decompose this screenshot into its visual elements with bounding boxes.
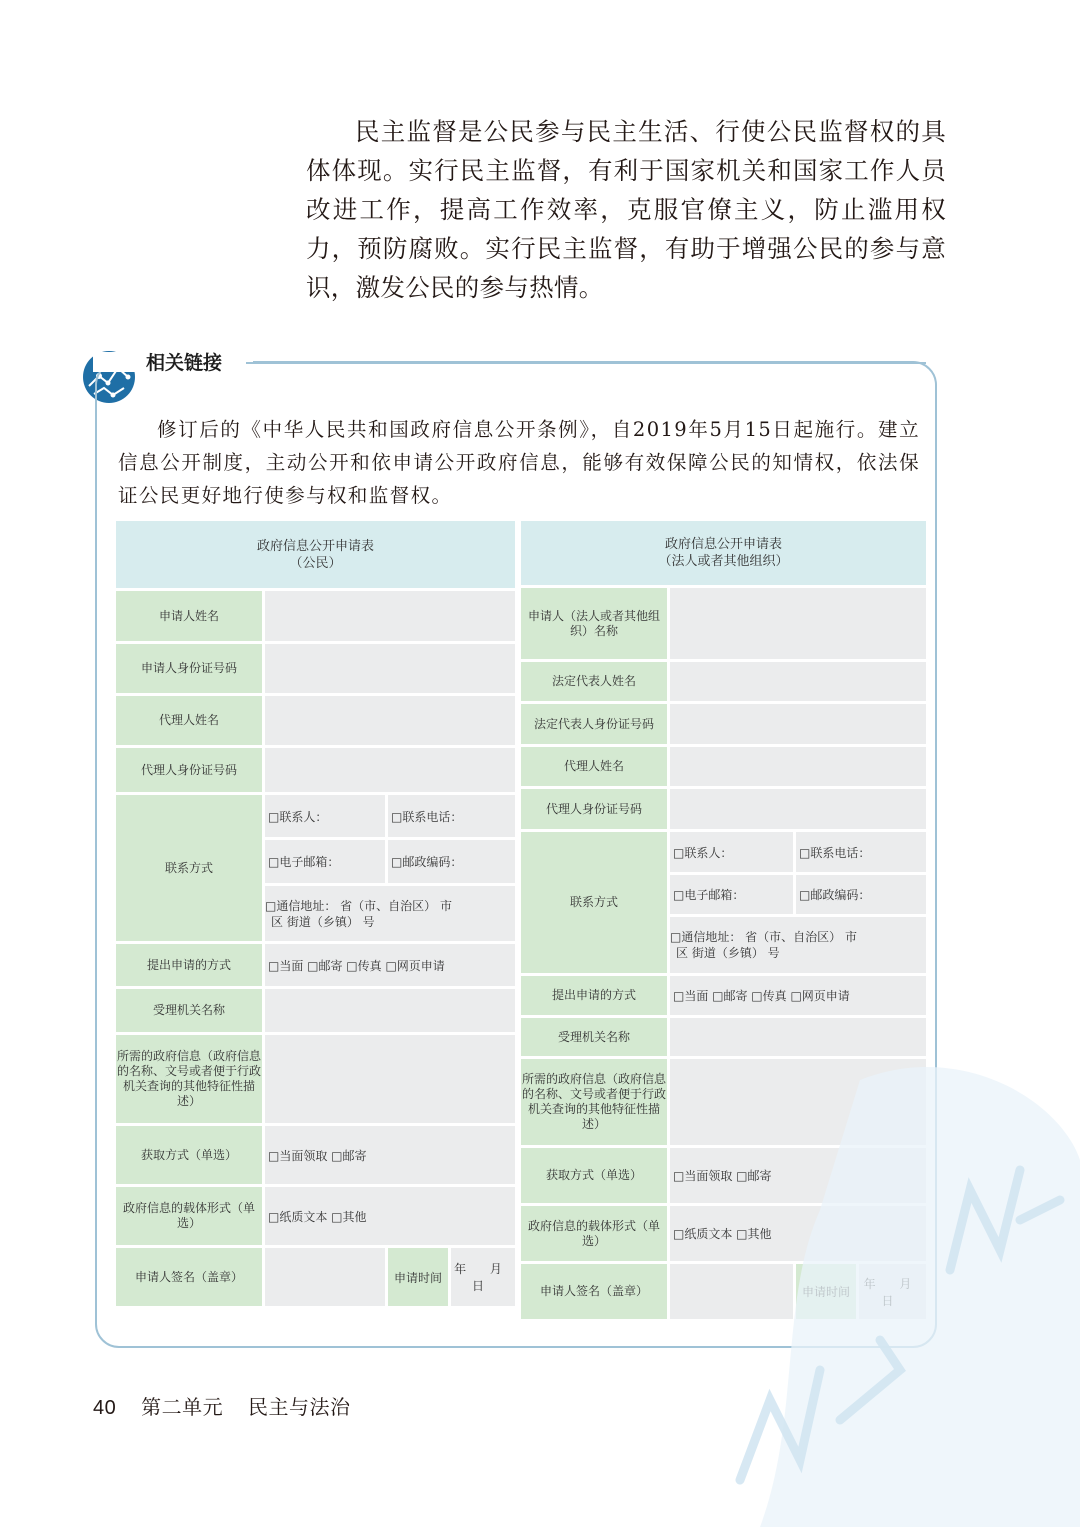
intro-text-block: [306, 112, 946, 307]
agent-id-field[interactable]: [670, 789, 926, 829]
carrier-form-label: 政府信息的载体形式（单选）: [521, 1206, 667, 1261]
legal-rep-name-label: 法定代表人姓名: [521, 662, 667, 701]
agent-id-field[interactable]: [265, 748, 515, 792]
citizen-application-form: [113, 518, 518, 1309]
carrier-form-options[interactable]: □纸质文本 □其他: [265, 1187, 515, 1245]
signature-field[interactable]: [265, 1248, 385, 1306]
agent-id-label: 代理人身份证号码: [521, 789, 667, 829]
textbook-watermark: [700, 1040, 1080, 1527]
form-header: 政府信息公开申请表 （法人或者其他组织）: [521, 521, 926, 585]
applicant-id-label: 申请人身份证号码: [116, 644, 262, 693]
request-method-label: 提出申请的方式: [116, 944, 262, 986]
application-date-field[interactable]: 年 月 日: [451, 1248, 515, 1306]
carrier-form-options[interactable]: □纸质文本 □其他: [670, 1206, 926, 1261]
intro-paragraph: 民主监督是公民参与民主生活、行使公民监督权的具体体现。实行民主监督，有利于国家机关和国家工作人员改进工作，提高工作效率，克服官僚主义，防止滥用权力，预防腐败。实行民主监督，有助于增强公民的参与意识，激发公民的参与热情。: [306, 117, 946, 302]
applicant-name-field[interactable]: [265, 591, 515, 641]
agent-name-label: 代理人姓名: [521, 747, 667, 786]
postcode-option[interactable]: □邮政编码：: [388, 840, 515, 883]
agent-name-label: 代理人姓名: [116, 696, 262, 745]
email-option[interactable]: □电子邮箱：: [670, 875, 793, 914]
related-link-text: [118, 413, 920, 512]
legal-rep-id-label: 法定代表人身份证号码: [521, 704, 667, 744]
agent-id-label: 代理人身份证号码: [116, 748, 262, 792]
obtain-method-label: 获取方式（单选）: [521, 1148, 667, 1203]
requested-info-label: 所需的政府信息（政府信息的名称、文号或者便于行政机关查询的其他特征性描述）: [116, 1035, 262, 1123]
agency-name-field[interactable]: [265, 989, 515, 1032]
obtain-method-label: 获取方式（单选）: [116, 1126, 262, 1184]
contact-person-option[interactable]: □联系人：: [265, 795, 385, 837]
request-method-options[interactable]: □当面 □邮寄 □传真 □网页申请: [670, 976, 926, 1015]
request-method-label: 提出申请的方式: [521, 976, 667, 1015]
applicant-id-field[interactable]: [265, 644, 515, 693]
agent-name-field[interactable]: [670, 747, 926, 786]
agency-name-label: 受理机关名称: [116, 989, 262, 1032]
unit-title: 民主与法治: [247, 1395, 351, 1419]
unit-name: 第二单元: [141, 1395, 224, 1419]
related-link-rule: [246, 362, 926, 364]
applicant-name-label: 申请人姓名: [116, 591, 262, 641]
related-link-paragraph: 修订后的《中华人民共和国政府信息公开条例》，自2019年5月15日起施行。建立信息公开制度，主动公开和依申请公开政府信息，能够有效保障公民的知情权，依法保证公民更好地行使参与权和监督权。: [118, 418, 920, 507]
org-name-label: 申请人（法人或者其他组织）名称: [521, 588, 667, 659]
legal-rep-name-field[interactable]: [670, 662, 926, 701]
obtain-method-options[interactable]: □当面领取 □邮寄: [670, 1148, 926, 1203]
mailing-address-option[interactable]: □通信地址： 省（市、自治区） 市 区 街道（乡镇） 号: [265, 886, 515, 941]
org-name-field[interactable]: [670, 588, 926, 659]
carrier-form-label: 政府信息的载体形式（单选）: [116, 1187, 262, 1245]
mailing-address-option[interactable]: □通信地址： 省（市、自治区） 市 区 街道（乡镇） 号: [670, 917, 926, 973]
related-link-title: 相关链接: [146, 352, 223, 374]
obtain-method-options[interactable]: □当面领取 □邮寄: [265, 1126, 515, 1184]
contact-phone-option[interactable]: □联系电话：: [796, 832, 926, 872]
signature-label: 申请人签名（盖章）: [116, 1248, 262, 1306]
agency-name-label: 受理机关名称: [521, 1018, 667, 1056]
application-time-label: 申请时间: [388, 1248, 448, 1306]
postcode-option[interactable]: □邮政编码：: [796, 875, 926, 914]
email-option[interactable]: □电子邮箱：: [265, 840, 385, 883]
legal-rep-id-field[interactable]: [670, 704, 926, 744]
requested-info-label: 所需的政府信息（政府信息的名称、文号或者便于行政机关查询的其他特征性描述）: [521, 1059, 667, 1145]
signature-label: 申请人签名（盖章）: [521, 1264, 667, 1319]
contact-method-label: 联系方式: [521, 832, 667, 973]
contact-phone-option[interactable]: □联系电话：: [388, 795, 515, 837]
agent-name-field[interactable]: [265, 696, 515, 745]
contact-person-option[interactable]: □联系人：: [670, 832, 793, 872]
page-number: 40: [93, 1397, 117, 1419]
contact-method-label: 联系方式: [116, 795, 262, 941]
form-header: 政府信息公开申请表 （公民）: [116, 521, 515, 588]
requested-info-field[interactable]: [265, 1035, 515, 1123]
page-footer: [93, 1391, 350, 1420]
request-method-options[interactable]: □当面 □邮寄 □传真 □网页申请: [265, 944, 515, 986]
